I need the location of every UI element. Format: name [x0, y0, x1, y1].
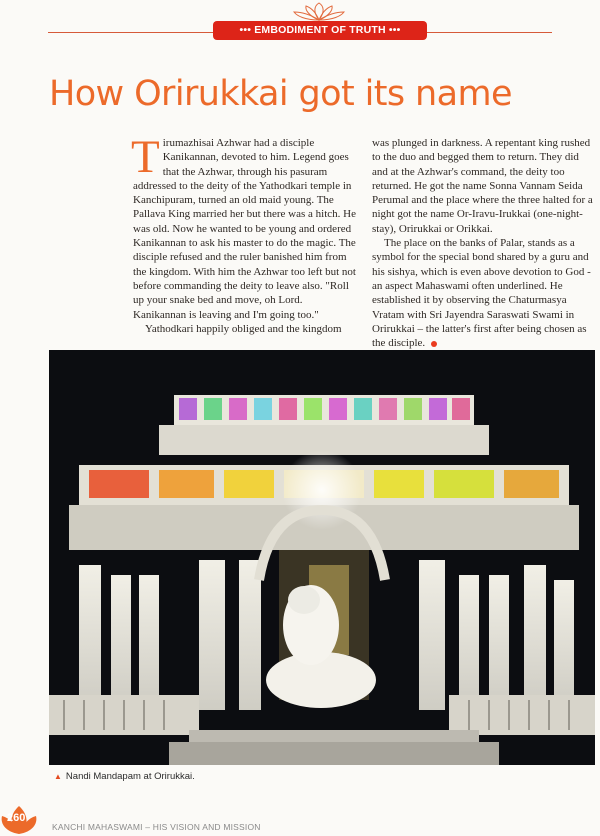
running-footer: KANCHI MAHASWAMI – HIS VISION AND MISSION [52, 822, 261, 832]
page-number: 260 [7, 812, 26, 824]
end-mark-icon [431, 341, 437, 347]
body-column-right [372, 136, 594, 350]
paragraph-2: Yathodkari happily obliged and the kingdom [145, 322, 342, 335]
article-title: How Orirukkai got its name [49, 74, 512, 114]
paragraph-3: was plunged in darkness. A repentant king rushed to the duo and begged them to return. They did and at the Azhwar's command, the deity too returned. He got the name Sonna Vannam Seida Perumal and the place where the three halted for a night got the name Or-Iravu-Irukkai (one-night-stay), Orirukkai or Orikkai. [372, 137, 593, 235]
lotus-ornament-icon [283, 2, 355, 22]
paragraph-1: Tirumazhisai Azhwar had a disciple Kanikannan, devoted to him. Legend goes that the Azhwar, through his pasuram addressed to the deity of the Yathodkari temple in Kanchipuram, turned an old maid young. The Pallava King married her but there was a hitch. He was old. Now he wanted to be young and ordered Kanikannan to ask his master to do the magic. The disciple refused and the ruler banished him from the kingdom. With him the Azhwar too left but not before commanding the deity to leave also. "Roll up your snake bed and move, oh Lord. Kanikannan is leaving and I'm going too." [131, 131, 356, 321]
drop-cap: T [131, 131, 160, 183]
photo-caption: ▲ Nandi Mandapam at Orirukkai. [54, 771, 195, 782]
body-column-left [131, 131, 357, 336]
temple-photo [49, 350, 595, 765]
section-banner: ••• EMBODIMENT OF TRUTH ••• [213, 21, 427, 40]
paragraph-4: The place on the banks of Palar, stands as a symbol for the special bond shared by a guru and his sishya, which is even above devotion to God - an aspect Mahaswami often underlined. He established it by observing the Chaturmasya Vratam with Sri Jayendra Saraswati Swami in Orirukkai – the latter's first after being chosen as the disciple. [372, 237, 591, 350]
caption-marker-icon: ▲ [54, 772, 62, 781]
